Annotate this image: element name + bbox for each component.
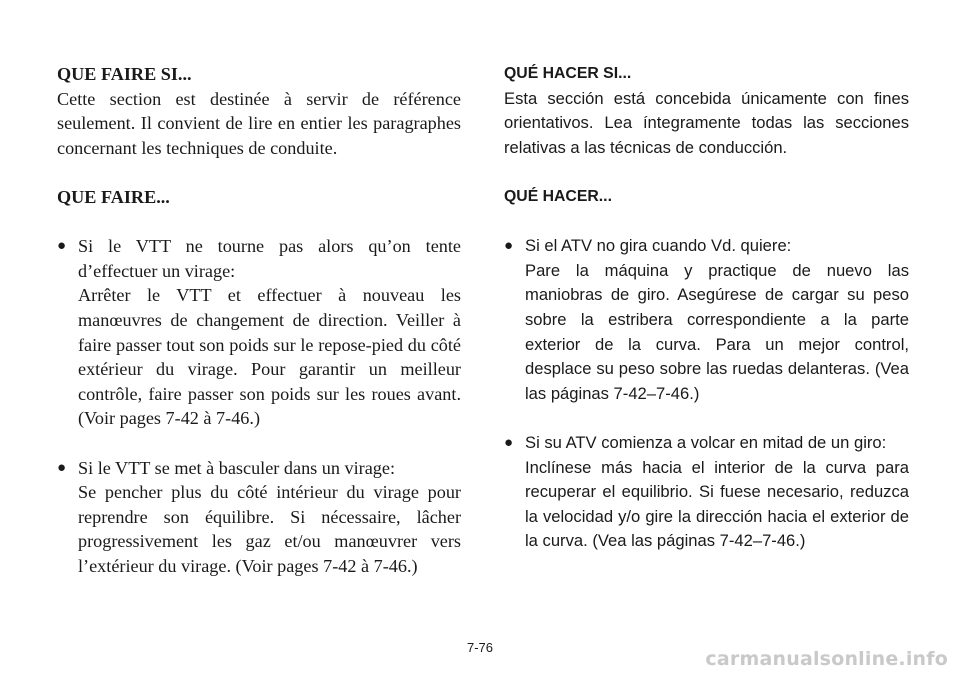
french-column xyxy=(57,62,461,578)
spanish-item-answer: Pare la máquina y practique de nuevo las maniobras de giro. Asegúrese de cargar su peso sobre la estribera correspondiente a la parte exterior de la curva. Para un mejor control, desplace su peso sobre las ruedas delanteras. (Vea las páginas 7-42–7-46.) xyxy=(525,260,909,403)
spanish-intro-paragraph: Esta sección está concebida únicamente con fines orientativos. Lea íntegramente todas las secciones relativas a las técnicas de conducción. xyxy=(504,88,909,157)
bullet-icon: ● xyxy=(504,433,514,451)
spanish-item-tipping xyxy=(504,431,909,554)
french-item-answer: Arrêter le VTT et effectuer à nouveau les manœuvres de changement de direction. Veiller à faire passer tout son poids sur le repose-pied du côté extérieur du virage. Pour garantir un meilleur contrôle, faire passer son poids sur les roues avant. (Voir pages 7-42 à 7-46.) xyxy=(78,285,461,429)
bullet-icon: ● xyxy=(57,238,67,255)
french-item-question: Si le VTT se met à basculer dans un virage: xyxy=(78,457,396,478)
spanish-heading-what-if: QUÉ HACER SI... xyxy=(504,65,632,82)
spanish-item-answer: Inclínese más hacia el interior de la curva para recuperar el equilibrio. Si fuese necesario, reduzca la velocidad y/o gire la dirección hacia el exterior de la curva. (Vea las páginas 7-42–7-46.) xyxy=(525,457,909,551)
bullet-icon: ● xyxy=(57,459,67,476)
french-heading-what-if: QUE FAIRE SI... xyxy=(57,64,192,84)
spanish-heading-what-to-do: QUÉ HACER... xyxy=(504,187,612,205)
spanish-item-question: Si el ATV no gira cuando Vd. quiere: xyxy=(525,236,792,256)
spanish-item-not-turning xyxy=(504,234,909,406)
french-intro-paragraph: Cette section est destinée à servir de référence seulement. Il convient de lire en entier les paragraphes concernant les techniques de conduite. xyxy=(57,88,461,158)
page-number: 7-76 xyxy=(466,640,494,655)
french-item-tipping xyxy=(57,456,461,579)
spanish-item-question: Si su ATV comienza a volcar en mitad de un giro: xyxy=(525,432,887,452)
french-item-answer: Se pencher plus du côté intérieur du virage pour reprendre son équilibre. Si nécessaire, lâcher progressivement les gaz et/ou manœuvrer vers l’extérieur du virage. (Voir pages 7-42 à 7-46.) xyxy=(78,482,461,576)
french-item-not-turning xyxy=(57,234,461,431)
bullet-icon: ● xyxy=(504,237,514,255)
french-heading-what-to-do: QUE FAIRE... xyxy=(57,186,170,207)
french-item-question: Si le VTT ne tourne pas alors qu’on tente d’effectuer un virage: xyxy=(78,236,461,281)
spanish-column xyxy=(504,62,909,554)
watermark: carmanualsonline.info xyxy=(705,648,948,670)
